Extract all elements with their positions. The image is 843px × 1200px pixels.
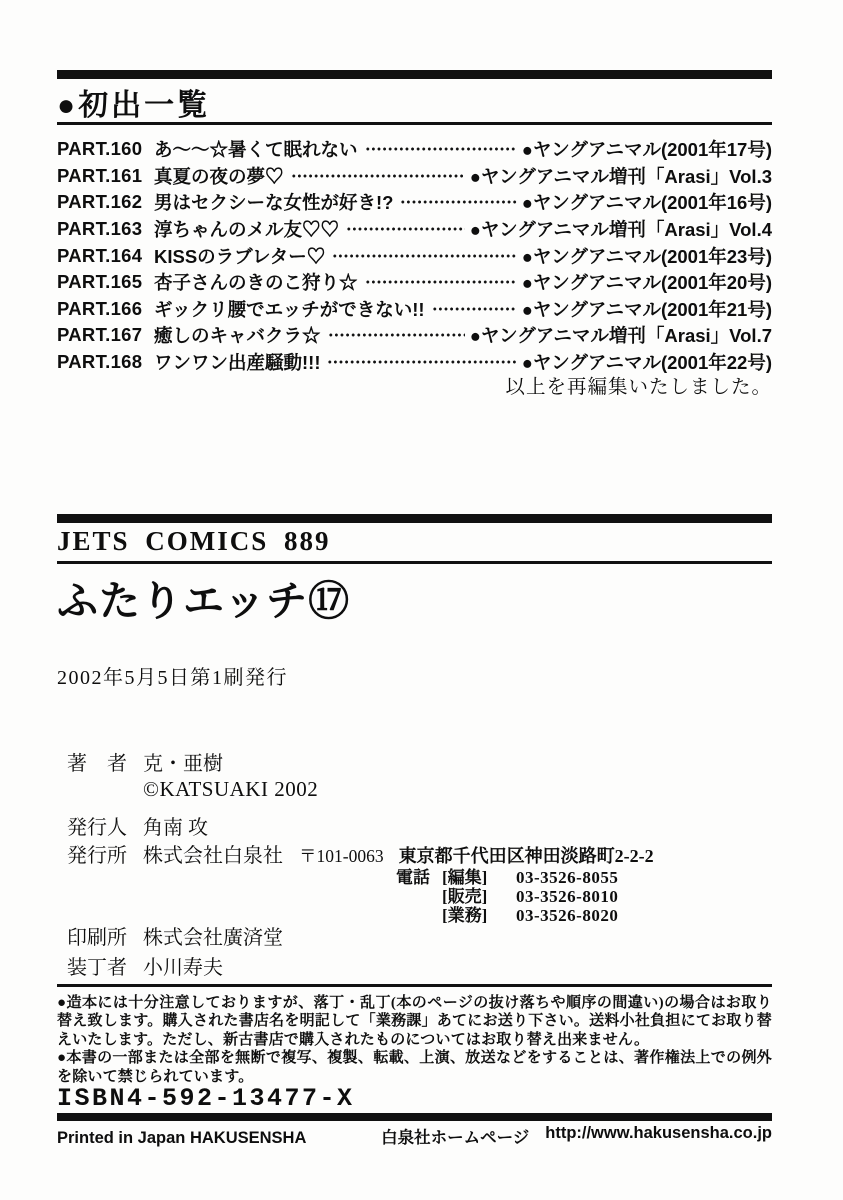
leader-dots	[400, 199, 516, 205]
publication-source: ●ヤングアニマル(2001年23号)	[521, 245, 772, 267]
part-number: PART.168	[57, 351, 143, 373]
part-number: PART.163	[57, 218, 143, 240]
leader-dots	[327, 359, 516, 365]
part-number: PART.164	[57, 244, 143, 266]
episode-title: 杏子さんのきのこ狩り☆	[154, 272, 358, 294]
issuer-row	[67, 811, 772, 840]
publication-list-item	[57, 216, 772, 243]
episode-title: 癒しのキャバクラ☆	[154, 325, 321, 347]
publisher-name: 株式会社白泉社	[143, 845, 283, 867]
legal-notice	[57, 994, 772, 1086]
phone-list	[396, 863, 619, 925]
part-number: PART.166	[57, 297, 143, 319]
phone-prefix: 電話	[396, 868, 430, 887]
print-date: 2002年5月5日第1刷発行	[57, 667, 288, 689]
phone-department: [販売]	[442, 886, 488, 906]
publication-list-item	[57, 189, 772, 216]
phone-number: 03-3526-8020	[516, 905, 619, 925]
issuer-name: 角南 攻	[143, 817, 208, 839]
phone-line	[396, 863, 619, 887]
part-number: PART.167	[57, 324, 143, 346]
episode-title: 淳ちゃんのメル友♡♡	[154, 219, 340, 241]
series-label: JETS COMICS 889	[57, 526, 331, 556]
leader-dots	[332, 253, 517, 259]
publisher-address: 東京都千代田区神田淡路町2-2-2	[398, 846, 654, 866]
publisher-label: 発行所	[67, 845, 127, 867]
phone-number: 03-3526-8055	[516, 868, 619, 887]
publication-list-item	[57, 136, 772, 163]
publication-source: ●ヤングアニマル(2001年21号)	[521, 298, 772, 320]
designer-label: 装丁者	[67, 957, 127, 979]
leader-dots	[328, 332, 465, 338]
book-title: ふたりエッチ⑰	[57, 578, 351, 624]
publication-list-item	[57, 296, 772, 323]
leader-dots	[346, 226, 465, 232]
designer-name: 小川寿夫	[143, 957, 223, 979]
part-number: PART.161	[57, 164, 143, 186]
publication-source: ●ヤングアニマル増刊「Arasi」Vol.4	[469, 219, 772, 241]
part-number: PART.160	[57, 138, 143, 160]
publication-list-item	[57, 163, 772, 190]
recompiled-note: 以上を再編集いたしました。	[505, 377, 772, 398]
copyright-notice: ●本書の一部または全部を無断で複写、複製、転載、上演、放送などをすることは、著作権法上での例外を除いて禁じられています。	[57, 1050, 772, 1085]
episode-title: 男はセクシーな女性が好き!?	[154, 192, 394, 214]
publication-source: ●ヤングアニマル増刊「Arasi」Vol.3	[469, 165, 772, 187]
publication-source: ●ヤングアニマル(2001年16号)	[521, 192, 772, 214]
postal-code: 〒101-0063	[299, 846, 384, 866]
copyright-line: ©KATSUAKI 2002	[143, 777, 319, 801]
printed-in-japan: Printed in Japan HAKUSENSHA	[57, 1129, 307, 1147]
mid-divider-bar	[57, 514, 772, 523]
printer-name: 株式会社廣済堂	[143, 927, 283, 949]
replacement-notice: ●造本には十分注意しておりますが、落丁・乱丁(本のページの抜け落ちや順序の間違い)の場合はお取り替え致します。購入された書店名を明記して「業務課」あてにお送り下さい。送料小社負担にてお取り替えいたします。ただし、新古書店で購入されたものについてはお取り替え出来ません。	[57, 995, 772, 1048]
leader-dots	[432, 306, 517, 312]
publication-source: ●ヤングアニマル増刊「Arasi」Vol.7	[469, 325, 772, 347]
website-url: http://www.hakusensha.co.jp	[545, 1124, 772, 1142]
author-label: 著 者	[67, 753, 127, 775]
publication-source: ●ヤングアニマル(2001年22号)	[521, 352, 772, 374]
bottom-divider-bar	[57, 1113, 772, 1121]
top-divider-bar	[57, 70, 772, 79]
header-underline	[57, 122, 772, 125]
phone-department: [編集]	[442, 868, 488, 887]
phone-department: [業務]	[442, 905, 488, 925]
footer-line	[57, 1124, 772, 1148]
first-publication-list	[57, 136, 772, 375]
leader-dots	[365, 146, 517, 152]
notice-divider	[57, 984, 772, 987]
episode-title: あ～～☆暑くて眠れない	[154, 139, 358, 161]
episode-title: 真夏の夜の夢♡	[154, 165, 284, 187]
author-row	[67, 747, 772, 776]
series-underline	[57, 561, 772, 564]
leader-dots	[291, 173, 465, 179]
isbn-code: ISBN4-592-13477-X	[57, 1084, 355, 1113]
part-number: PART.162	[57, 191, 143, 213]
website-label: 白泉社ホームページ	[381, 1129, 530, 1147]
first-publication-list-title: ●初出一覧	[57, 89, 211, 122]
part-number: PART.165	[57, 271, 143, 293]
printer-row	[67, 921, 772, 950]
issuer-label: 発行人	[67, 817, 127, 839]
printer-label: 印刷所	[67, 927, 127, 949]
publication-list-item	[57, 242, 772, 269]
publication-list-item	[57, 322, 772, 349]
episode-title: ワンワン出産騒動!!!	[154, 352, 321, 374]
phone-number: 03-3526-8010	[516, 886, 619, 906]
publication-source: ●ヤングアニマル(2001年20号)	[521, 272, 772, 294]
episode-title: KISSのラブレター♡	[154, 245, 326, 267]
publisher-website	[381, 1124, 772, 1148]
leader-dots	[365, 279, 517, 285]
episode-title: ギックリ腰でエッチができない!!	[154, 298, 425, 320]
author-name: 克・亜樹	[143, 753, 223, 775]
publication-source: ●ヤングアニマル(2001年17号)	[521, 139, 772, 161]
publication-list-item	[57, 269, 772, 296]
designer-row	[67, 951, 772, 980]
